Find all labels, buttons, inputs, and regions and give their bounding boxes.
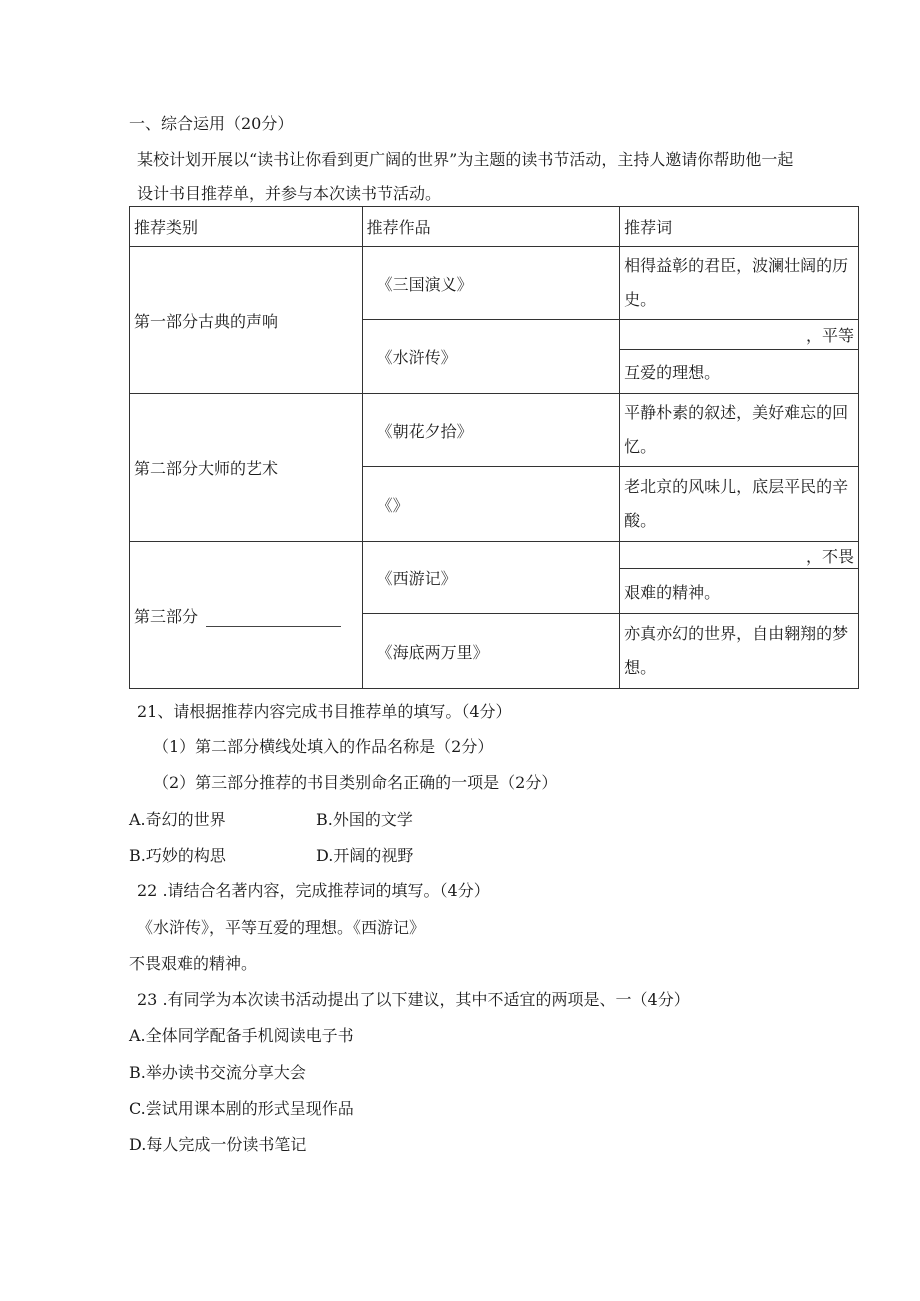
work-xiyou: 《西游记》 [362,542,620,614]
header-work: 推荐作品 [362,207,620,247]
table-header-row [130,207,859,247]
work-sanguo: 《三国演义》 [362,247,620,320]
work-shuihu: 《水浒传》 [362,320,620,394]
work-blank: 《》 [362,467,620,542]
words-shuihu-end: 互爱的理想。 [620,350,859,394]
q22-line1: 《水浒传》，平等互爱的理想。《西游记》 [137,918,426,937]
q21-option-a: A.奇幻的世界 [129,810,226,829]
words-xiyou-end: 艰难的精神。 [620,569,859,614]
q22-stem: 22 .请结合名著内容，完成推荐词的填写。（4分） [137,881,490,900]
words-beijing: 老北京的风味儿，底层平民的辛酸。 [620,467,859,542]
q22-line2: 不畏艰难的精神。 [129,954,258,973]
q21-option-b2: B.巧妙的构思 [129,846,226,865]
work-zhaohua: 《朝花夕拾》 [362,394,620,467]
q21-sub1: （1）第二部分横线处填入的作品名称是（2分） [153,737,494,756]
category-part1: 第一部分古典的声响 [130,247,363,394]
category-part2: 第二部分大师的艺术 [130,394,363,542]
words-xiyou-blank: ，不畏 [620,542,859,569]
table-row [130,394,859,467]
q21-option-b1: B.外国的文学 [316,810,413,829]
q23-option-c: C.尝试用课本剧的形式呈现作品 [129,1099,354,1118]
category-blank-line [206,612,341,627]
words-zhaohua: 平静朴素的叙述，美好难忘的回忆。 [620,394,859,467]
work-haidi: 《海底两万里》 [362,614,620,689]
words-haidi: 亦真亦幻的世界，自由翱翔的梦想。 [620,614,859,689]
q23-option-a: A.全体同学配备手机阅读电子书 [129,1026,354,1045]
intro-text-line-1: 某校计划开展以“读书让你看到更广阔的世界”为主题的读书节活动，主持人邀请你帮助他一起 [137,150,794,169]
header-words: 推荐词 [620,207,859,247]
recommendation-table [129,206,859,689]
intro-text-line-2: 设计书目推荐单，并参与本次读书节活动。 [137,184,442,203]
q23-option-d: D.每人完成一份读书笔记 [129,1135,307,1154]
words-sanguo: 相得益彰的君臣，波澜壮阔的历史。 [620,247,859,320]
table-row [130,247,859,320]
q21-option-d: D.开阔的视野 [316,846,414,865]
q23-option-b: B.举办读书交流分享大会 [129,1063,306,1082]
q23-stem: 23 .有同学为本次读书活动提出了以下建议，其中不适宜的两项是、一（4分） [137,990,690,1009]
category-part3 [130,542,363,689]
q21-sub2: （2）第三部分推荐的书目类别命名正确的一项是（2分） [153,773,558,792]
q21-stem: 21、请根据推荐内容完成书目推荐单的填写。（4分） [137,702,512,721]
words-shuihu-blank: ，平等 [620,320,859,350]
table-row [130,542,859,569]
section-title: 一、综合运用（20分） [129,114,294,133]
header-category: 推荐类别 [130,207,363,247]
category-part3-label: 第三部分 [134,606,199,626]
